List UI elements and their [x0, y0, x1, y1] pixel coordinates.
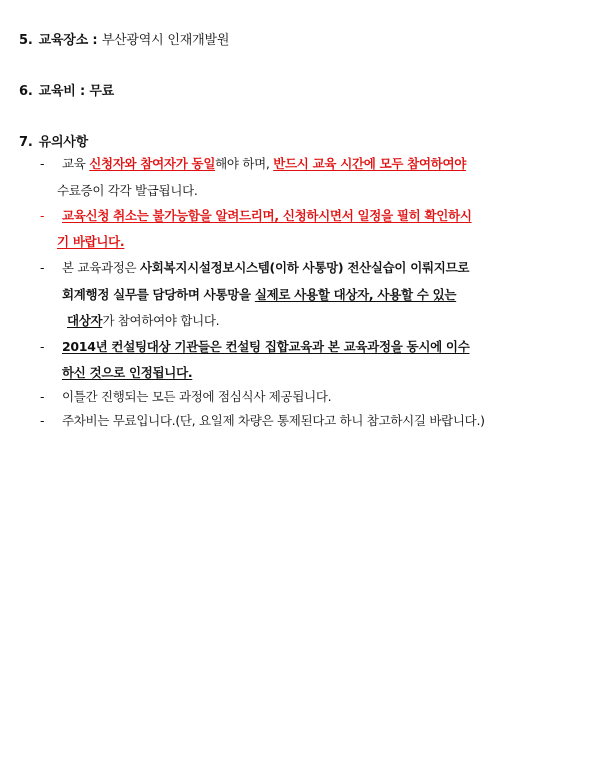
note-text: 주차비는 무료입니다.(단, 요일제 차량은 통제된다고 하니 참고하시길 바랍니다.): [62, 413, 485, 428]
section-number: 7.: [19, 135, 33, 150]
bullet-dash: -: [40, 260, 45, 275]
note-6: [62, 413, 485, 429]
note-bold: 사회복지시설정보시스템(이하 사통망) 전산실습이 이뤄지므로: [140, 260, 470, 275]
note-emphasis: 교육신청 취소는 불가능함을 알려드리며, 신청하시면서 일정을 필히 확인하시: [62, 208, 472, 223]
note-emphasis: 신청자와 참여자가 동일: [89, 156, 216, 171]
bullet-dash: -: [40, 156, 45, 171]
note-1-line-1: [62, 156, 466, 172]
section-label: 교육비 :: [38, 84, 85, 99]
note-bold-underline: 대상자: [67, 313, 103, 328]
note-bold-underline: 2014년 컨설팅대상 기관들은 컨설팅 집합교육과 본 교육과정을 동시에 이수: [62, 339, 470, 354]
note-2-line-1: [62, 208, 472, 224]
section-label: 교육장소 :: [38, 33, 98, 48]
note-text: 수료증이 각각 발급됩니다.: [57, 183, 198, 198]
section-education-location: [19, 29, 229, 48]
note-bold-underline: 실제로 사용할 대상자, 사용할 수 있는: [254, 287, 457, 302]
note-3-line-3: [67, 313, 219, 329]
note-bold-underline: 하신 것으로: [62, 365, 129, 380]
note-text: 본 교육과정은: [62, 260, 140, 275]
note-4-line-1: [62, 339, 469, 355]
bullet-dash: -: [40, 389, 45, 404]
note-text: 가 참여하여야 합니다.: [102, 313, 220, 328]
note-3-line-1: [62, 260, 469, 276]
note-bold: 회계행정 실무를 담당하며 사통망을: [62, 287, 255, 302]
section-number: 5.: [19, 33, 33, 48]
note-bold-underline: 인정됩니다.: [128, 365, 193, 380]
section-value: 부산광역시 인재개발원: [101, 33, 230, 48]
section-education-fee: [19, 80, 114, 99]
bullet-dash: -: [40, 339, 45, 354]
bullet-dash: -: [40, 208, 45, 223]
section-number: 6.: [19, 84, 33, 99]
note-emphasis: 기 바랍니다.: [57, 234, 125, 249]
note-4-line-2: [62, 365, 192, 381]
note-text: 해야 하며,: [215, 156, 274, 171]
section-value: 무료: [89, 84, 115, 99]
note-text: 교육: [62, 156, 90, 171]
note-emphasis: 반드시 교육 시간에 모두 참여하여야: [273, 156, 467, 171]
section-label: 유의사항: [38, 135, 89, 150]
note-text: 이틀간 진행되는 모든 과정에 점심식사 제공됩니다.: [62, 389, 332, 404]
note-2-line-2: [57, 234, 124, 250]
note-3-line-2: [62, 287, 456, 303]
note-1-line-2: [57, 183, 198, 199]
bullet-dash: -: [40, 413, 45, 428]
section-precautions: [19, 131, 88, 150]
note-5: [62, 389, 331, 405]
